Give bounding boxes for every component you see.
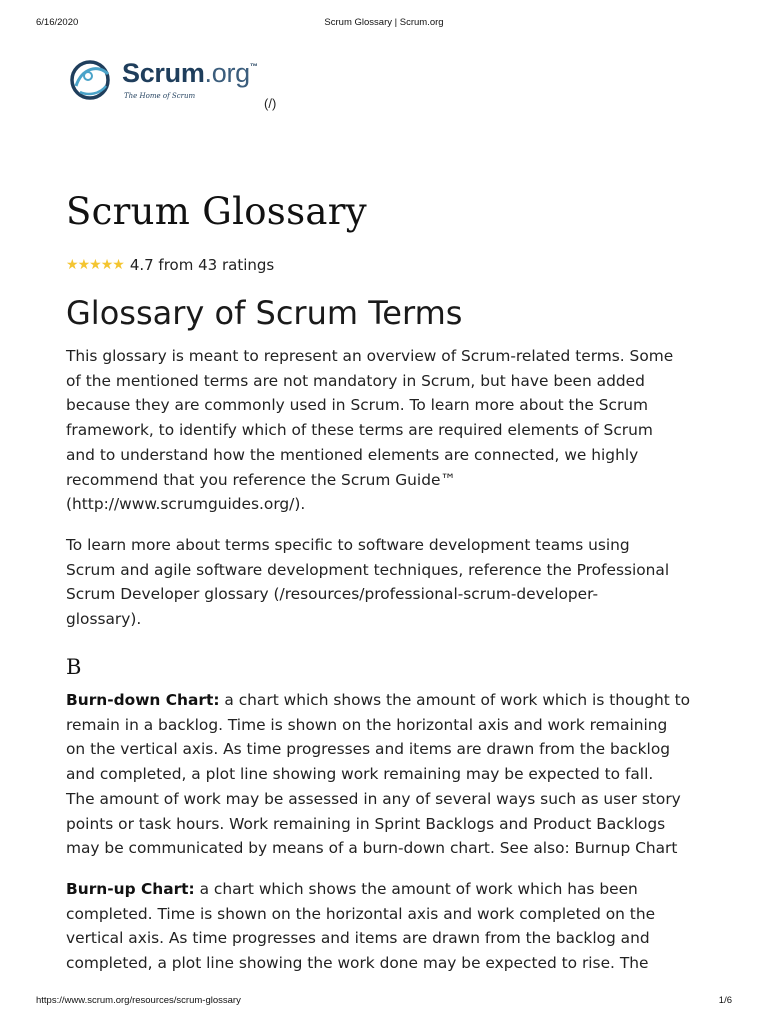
rating-text: 4.7 from 43 ratings [129, 256, 275, 274]
print-footer [36, 995, 732, 1009]
print-page-number: 1/6 [718, 995, 732, 1006]
star-icon[interactable]: ★ [77, 257, 91, 273]
print-url: https://www.scrum.org/resources/scrum-glossary [36, 995, 241, 1006]
text-line: on the vertical axis. As time progresses and items are drawn from the backlog [66, 740, 670, 759]
star-icon[interactable]: ★ [112, 257, 125, 273]
print-header [36, 17, 732, 31]
rating-widget[interactable] [66, 256, 274, 274]
star-icon[interactable]: ★ [100, 257, 114, 273]
text-line: Scrum and agile software development techniques, reference the Professional [66, 560, 670, 579]
star-icon[interactable]: ★ [89, 257, 102, 273]
text-line: recommend that you reference the Scrum Guide™ [66, 470, 456, 489]
text-line [66, 688, 706, 713]
star-icon[interactable]: ★ [66, 257, 79, 273]
text-line: because they are commonly used in Scrum. To learn more about the Scrum [66, 396, 649, 415]
text-line: may be communicated by means of a burn-down chart. See also: Burnup Chart [66, 839, 678, 858]
print-page-title: Scrum Glossary | Scrum.org [324, 17, 444, 28]
logo-tagline: The Home of Scrum [124, 92, 196, 100]
text-line: To learn more about terms specific to software development teams using [66, 536, 630, 554]
logo-link-path[interactable]: (/) [264, 96, 277, 111]
text-line: remain in a backlog. Time is shown on the horizontal axis and work remaining [66, 715, 668, 734]
scrum-org-logo-icon [66, 56, 118, 104]
logo-brand: Scrum [122, 58, 205, 88]
page-title: Scrum Glossary [66, 190, 367, 233]
text-line: of the mentioned terms are not mandatory in Scrum, but have been added [66, 371, 645, 390]
developer-glossary-link[interactable]: Scrum Developer glossary (/resources/professional-scrum-developer- [66, 585, 599, 604]
term-burn-down-chart [66, 688, 706, 861]
text-line: vertical axis. As time progresses and items are drawn from the backlog and [66, 929, 650, 948]
rating-stars[interactable] [66, 258, 124, 272]
developer-glossary-link[interactable]: glossary). [66, 610, 142, 629]
text-line: completed, a plot line showing the work done may be expected to rise. The [66, 954, 649, 973]
logo-brand-suffix: .org [204, 58, 250, 88]
text-line: This glossary is meant to represent an overview of Scrum-related terms. Some [66, 347, 674, 365]
logo-trademark: ™ [249, 62, 258, 71]
letter-heading-b: B [66, 655, 82, 679]
term-burn-up-chart [66, 877, 706, 976]
intro-paragraph-1 [66, 344, 706, 517]
text-line: and completed, a plot line showing work remaining may be expected to fall. [66, 765, 654, 784]
intro-paragraph-2 [66, 533, 706, 632]
term-definition: a chart which shows the amount of work which has been [194, 880, 638, 898]
scrum-guide-link[interactable]: (http://www.scrumguides.org/). [66, 495, 306, 514]
term-name: Burn-up Chart: [66, 880, 195, 898]
text-line: The amount of work may be assessed in any of several ways such as user story [66, 789, 681, 808]
text-line: and to understand how the mentioned elements are connected, we highly [66, 445, 639, 464]
text-line: framework, to identify which of these terms are required elements of Scrum [66, 421, 653, 440]
text-line: completed. Time is shown on the horizontal axis and work completed on the [66, 904, 656, 923]
text-line [66, 877, 706, 902]
logo-wordmark [122, 58, 258, 89]
print-date: 6/16/2020 [36, 17, 79, 28]
term-name: Burn-down Chart: [66, 691, 220, 709]
scrum-org-logo-link[interactable] [66, 56, 266, 106]
section-heading: Glossary of Scrum Terms [66, 294, 463, 332]
text-line: points or task hours. Work remaining in Sprint Backlogs and Product Backlogs [66, 814, 666, 833]
term-definition: a chart which shows the amount of work which is thought to [219, 691, 691, 709]
